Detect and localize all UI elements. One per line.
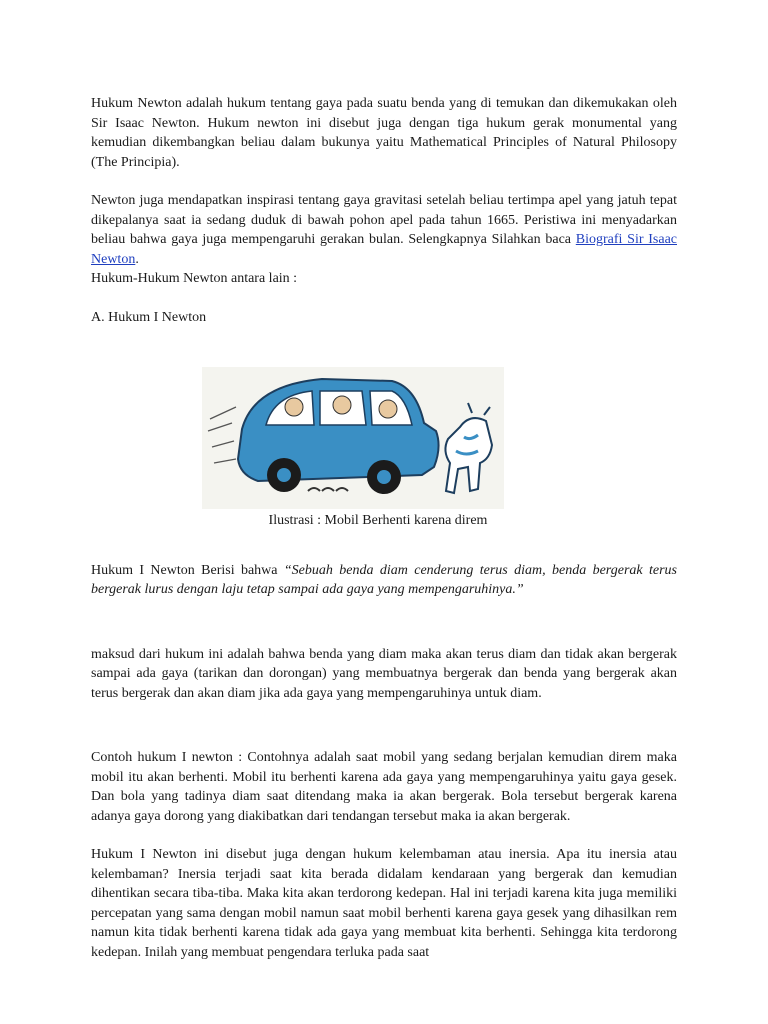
paragraph-intro: Hukum Newton adalah hukum tentang gaya pada suatu benda yang di temukan dan dikemukakan oleh Sir Isaac Newton. Hukum newton ini disebut juga dengan tiga hukum gerak monumental yang kemudian dikembangkan beliau dalam bukunya yaitu Mathematical Principles of Natural Philosopy (The Principia). bbox=[91, 96, 677, 170]
section-heading-a: A. Hukum I Newton bbox=[91, 309, 207, 325]
law-one-example: Contoh hukum I newton : Contohnya adalah saat mobil yang sedang berjalan kemudian direm maka mobil itu akan berhenti. Mobil itu berhenti karena ada gaya yang mempengaruhinya yaitu gaya gesek. Dan bola yang tadinya diam saat ditendang maka ia akan bergerak. Bola tersebut bergerak karena adanya gaya dorong yang diakibatkan dari tendangan tersebut maka ia akan bergerak. bbox=[91, 750, 677, 824]
law-one-intro: Hukum I Newton Berisi bahwa bbox=[91, 562, 284, 578]
paragraph-text: Newton juga mendapatkan inspirasi tentang gaya gravitasi setelah beliau tertimpa apel yang jatuh tepat dikepalanya saat ia sedang duduk di bawah pohon apel pada tahun 1665. Peristiwa ini menyadarkan beliau bahwa gaya juga mempengaruhi gerakan bulan. Selengkapnya Silahkan baca bbox=[91, 193, 677, 247]
law-one-statement bbox=[91, 561, 677, 600]
illustration-caption: Ilustrasi : Mobil Berhenti karena direm bbox=[268, 513, 488, 528]
biography-link[interactable]: Biografi Sir Isaac Newton bbox=[91, 232, 677, 267]
law-one-quote: “Sebuah benda diam cenderung terus diam, benda bergerak terus bergerak lurus dengan laju tetap sampai ada gaya yang mempengaruhinya.” bbox=[91, 562, 677, 597]
car-illustration-svg bbox=[202, 367, 504, 509]
laws-intro: Hukum-Hukum Newton antara lain : bbox=[91, 271, 298, 286]
inertia-paragraph: Hukum I Newton ini disebut juga dengan hukum kelembaman atau inersia. Apa itu inersia atau kelembaman? Inersia terjadi saat kita berada didalam kendaraan yang bergerak dan kemudian dihentikan secara tiba-tiba. Maka kita akan terdorong kedepan. Hal ini terjadi karena kita juga memiliki percepatan yang sama dengan mobil namun saat mobil berhenti karena gaya gesek yang dihasilkan rem namun kita tidak berhenti karena tidak ada gaya yang membuat kita berhenti. Sehingga kita terdorong kedepan. Inilah yang membuat pengendara terluka pada saat bbox=[91, 847, 677, 960]
law-one-explanation: maksud dari hukum ini adalah bahwa benda yang diam maka akan terus diam dan tidak akan bergerak sampai ada gaya (tarikan dan dorongan) yang membuatnya bergerak dan benda yang bergerak akan terus bergerak dan akan diam jika ada gaya yang mempengaruhinya untuk diam. bbox=[91, 646, 677, 701]
document-body bbox=[91, 94, 677, 962]
paragraph-text-end: . bbox=[135, 251, 139, 267]
illustration-car-braking bbox=[202, 367, 504, 509]
paragraph-inspiration bbox=[91, 191, 677, 269]
